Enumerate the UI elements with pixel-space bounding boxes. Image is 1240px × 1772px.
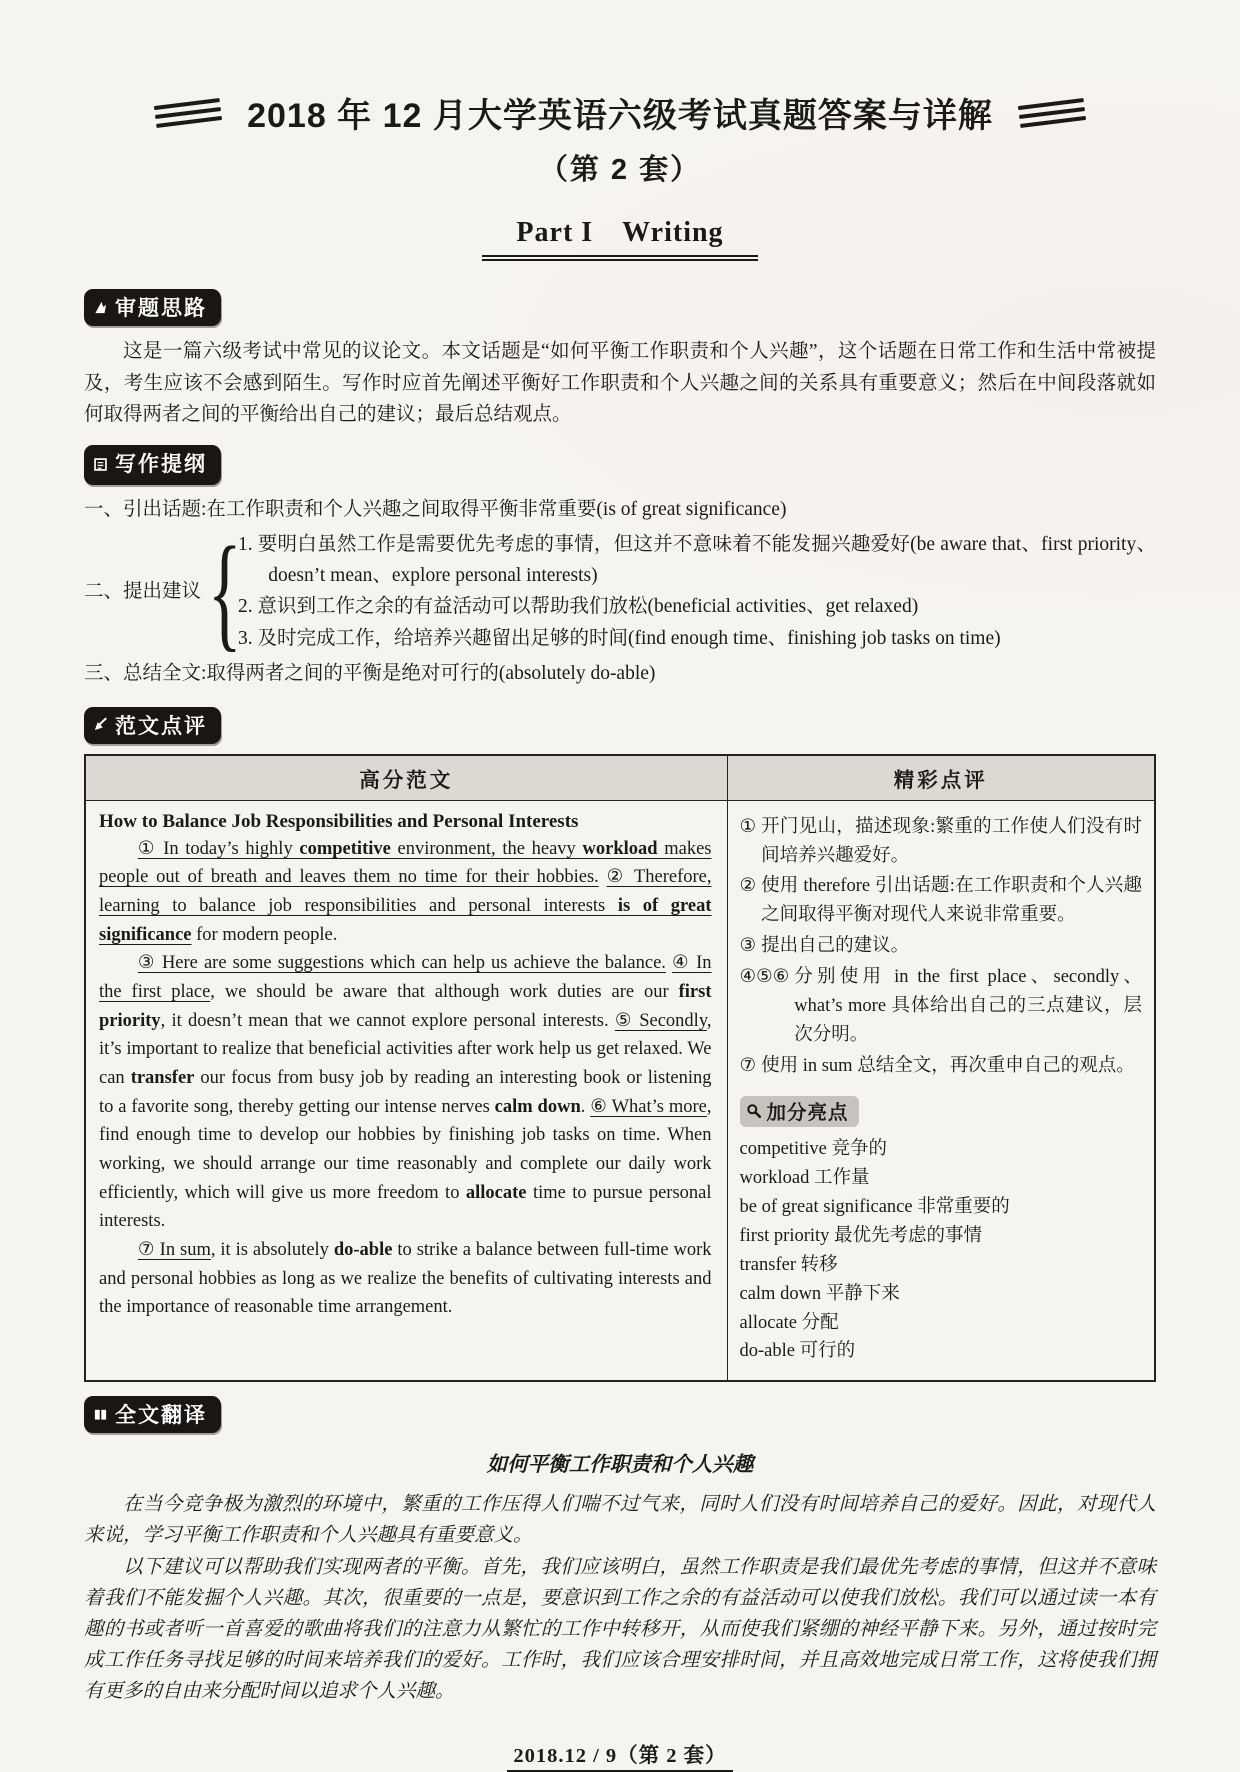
essay-cell — [85, 800, 727, 1381]
book-icon — [93, 1407, 108, 1422]
vocab-item: transfer 转移 — [739, 1254, 838, 1275]
comment-cell — [727, 800, 1155, 1381]
outline-suggestion-list — [238, 529, 1156, 656]
essay-paragraph: ① In today’s highly competitive environment, the heavy workload makes people out of breath and leaves them no time for their hobbies. ② Therefore, learning to balance job responsibilities and personal interests is of great significance for modern people. — [99, 838, 712, 945]
analysis-icon — [93, 300, 108, 315]
title-row — [84, 88, 1156, 137]
page-footer — [84, 1722, 1156, 1772]
comment-text: 提出自己的建议。 — [761, 936, 910, 957]
magnifier-icon — [746, 1103, 762, 1119]
section-model-essay — [84, 707, 1156, 1383]
outline-icon — [93, 457, 108, 472]
section-badge-outline — [84, 445, 221, 485]
outline-suggestion: 3. 及时完成工作，给培养兴趣留出足够的时间(find enough time、finishing job tasks on time) — [238, 628, 1001, 650]
outline-suggestions-row — [84, 529, 1156, 656]
table-header-essay: 高分范文 — [85, 755, 727, 801]
essay-paragraph: ③ Here are some suggestions which can help us achieve the balance. ④ In the first place, we should be aware that although work duties are our first priority, it doesn’t mean that we cannot explore personal interests. ⑤ Secondly, it’s important to realize that beneficial activities after work help us get relaxed. We can transfer our focus from busy job by reading an interesting book or listening to a favorite song, thereby getting our intense nerves calm down. ⑥ What’s more, find enough time to develop our hobbies by finishing job tasks on time. When working, we should arrange our time reasonably and complete our daily work efficiently, which will give us more freedom to allocate time to pursue personal interests. — [99, 953, 712, 1232]
section-analysis — [84, 289, 1156, 431]
comment-text: 使用 therefore 引出话题:在工作职责和个人兴趣之间取得平衡对现代人来说非常重要。 — [761, 876, 1142, 926]
model-essay-table — [84, 754, 1156, 1383]
title-decoration-left — [153, 93, 222, 133]
comment-item — [740, 872, 1143, 930]
vocab-item: competitive 竞争的 — [739, 1139, 887, 1160]
comment-number: ③ — [739, 936, 757, 957]
outline-suggest-label: 二、提出建议 — [84, 580, 202, 602]
outline-suggestion: 1. 要明白虽然工作是需要优先考虑的事情，但这并不意味着不能发掘兴趣爱好(be aware that、first priority、doesn’t mean、explore personal interests) — [238, 533, 1156, 586]
section-badge-analysis — [84, 289, 221, 326]
comment-item — [740, 1052, 1143, 1081]
comment-text: 使用 in sum 总结全文，再次重申自己的观点。 — [761, 1055, 1135, 1076]
vocab-list — [740, 1135, 1143, 1366]
translation-title: 如何平衡工作职责和个人兴趣 — [486, 1454, 754, 1477]
table-header-comment: 精彩点评 — [727, 755, 1155, 801]
vocab-item: allocate 分配 — [739, 1312, 839, 1333]
vocab-item: workload 工作量 — [739, 1168, 870, 1189]
section-badge-translation — [84, 1396, 221, 1433]
highlight-badge-label: 加分亮点 — [766, 1102, 849, 1125]
outline-intro: 一、引出话题:在工作职责和个人兴趣之间取得平衡非常重要(is of great significance) — [84, 498, 787, 520]
doc-subtitle: （第 2 套） — [538, 154, 702, 186]
translation-paragraph: 在当今竞争极为激烈的环境中，繁重的工作压得人们喘不过气来，同时人们没有时间培养自己的爱好。因此，对现代人来说，学习平衡工作职责和个人兴趣具有重要意义。 — [84, 1494, 1156, 1547]
vocab-item: be of great significance 非常重要的 — [739, 1197, 1010, 1218]
section-badge-label: 全文翻译 — [115, 1404, 207, 1428]
section-translation — [84, 1396, 1156, 1707]
vocab-item: first priority 最优先考虑的事情 — [739, 1226, 983, 1246]
part-heading: Part I Writing — [482, 210, 757, 261]
part-heading-wrap — [84, 210, 1156, 261]
brace-decoration — [212, 532, 238, 652]
comment-item — [740, 963, 1143, 1050]
title-decoration-right — [1017, 93, 1086, 133]
brush-icon — [93, 717, 108, 732]
vocab-item: do-able 可行的 — [739, 1341, 856, 1362]
comment-item — [740, 813, 1143, 871]
doc-title: 2018 年 12 月大学英语六级考试真题答案与详解 — [247, 97, 993, 135]
analysis-paragraph: 这是一篇六级考试中常见的议论文。本文话题是“如何平衡工作职责和个人兴趣”，这个话题在日常工作和生活中常被提及，考生应该不会感到陌生。写作时应首先阐述平衡好工作职责和个人兴趣之间的关系具有重要意义；然后在中间段落就如何取得两者之间的平衡给出自己的建议；最后总结观点。 — [84, 341, 1156, 426]
doc-header — [84, 88, 1156, 289]
vocab-item: calm down 平静下来 — [739, 1283, 900, 1304]
essay-paragraph: ⑦ In sum, it is absolutely do-able to strike a balance between full-time work and personal hobbies as long as we realize the benefits of cultivating interests and the importance of reasonable time arrangement. — [99, 1240, 712, 1318]
section-outline — [84, 445, 1156, 693]
section-badge-label: 范文点评 — [115, 714, 207, 738]
comment-text: 开门见山，描述现象:繁重的工作使人们没有时间培养兴趣爱好。 — [761, 816, 1142, 866]
comment-number: ④⑤⑥ — [739, 966, 790, 987]
comment-item — [740, 932, 1143, 961]
comment-number: ② — [739, 876, 757, 897]
section-badge-model — [84, 707, 221, 744]
page-number: 2018.12 / 9（第 2 套） — [507, 1738, 732, 1772]
comment-number: ⑦ — [739, 1055, 757, 1076]
essay-title: How to Balance Job Responsibilities and Personal Interests — [99, 810, 579, 832]
highlight-badge — [740, 1096, 859, 1127]
comment-list — [740, 813, 1143, 1081]
outline-suggestion: 2. 意识到工作之余的有益活动可以帮助我们放松(beneficial activities、get relaxed) — [238, 596, 919, 618]
comment-text: 分别使用 in the first place、secondly、what’s more 具体给出自己的三点建议，层次分明。 — [794, 966, 1142, 1045]
outline-summary: 三、总结全文:取得两者之间的平衡是绝对可行的(absolutely do-able) — [84, 662, 656, 684]
translation-paragraph: 以下建议可以帮助我们实现两者的平衡。首先，我们应该明白，虽然工作职责是我们最优先考虑的事情，但这并不意味着我们不能发掘个人兴趣。其次，很重要的一点是，要意识到工作之余的有益活动可以使我们放松。我们可以通过读一本有趣的书或者听一首喜爱的歌曲将我们的注意力从繁忙的工作中转移开，从而使我们紧绷的神经平静下来。另外，通过按时完成工作任务寻找足够的时间来培养我们的爱好。工作时，我们应该合理安排时间，并且高效地完成日常工作，这将使我们拥有更多的自由来分配时间以追求个人兴趣。 — [84, 1556, 1156, 1703]
section-badge-label: 写作提纲 — [115, 452, 207, 476]
section-badge-label: 审题思路 — [115, 297, 207, 320]
comment-number: ① — [739, 816, 757, 837]
